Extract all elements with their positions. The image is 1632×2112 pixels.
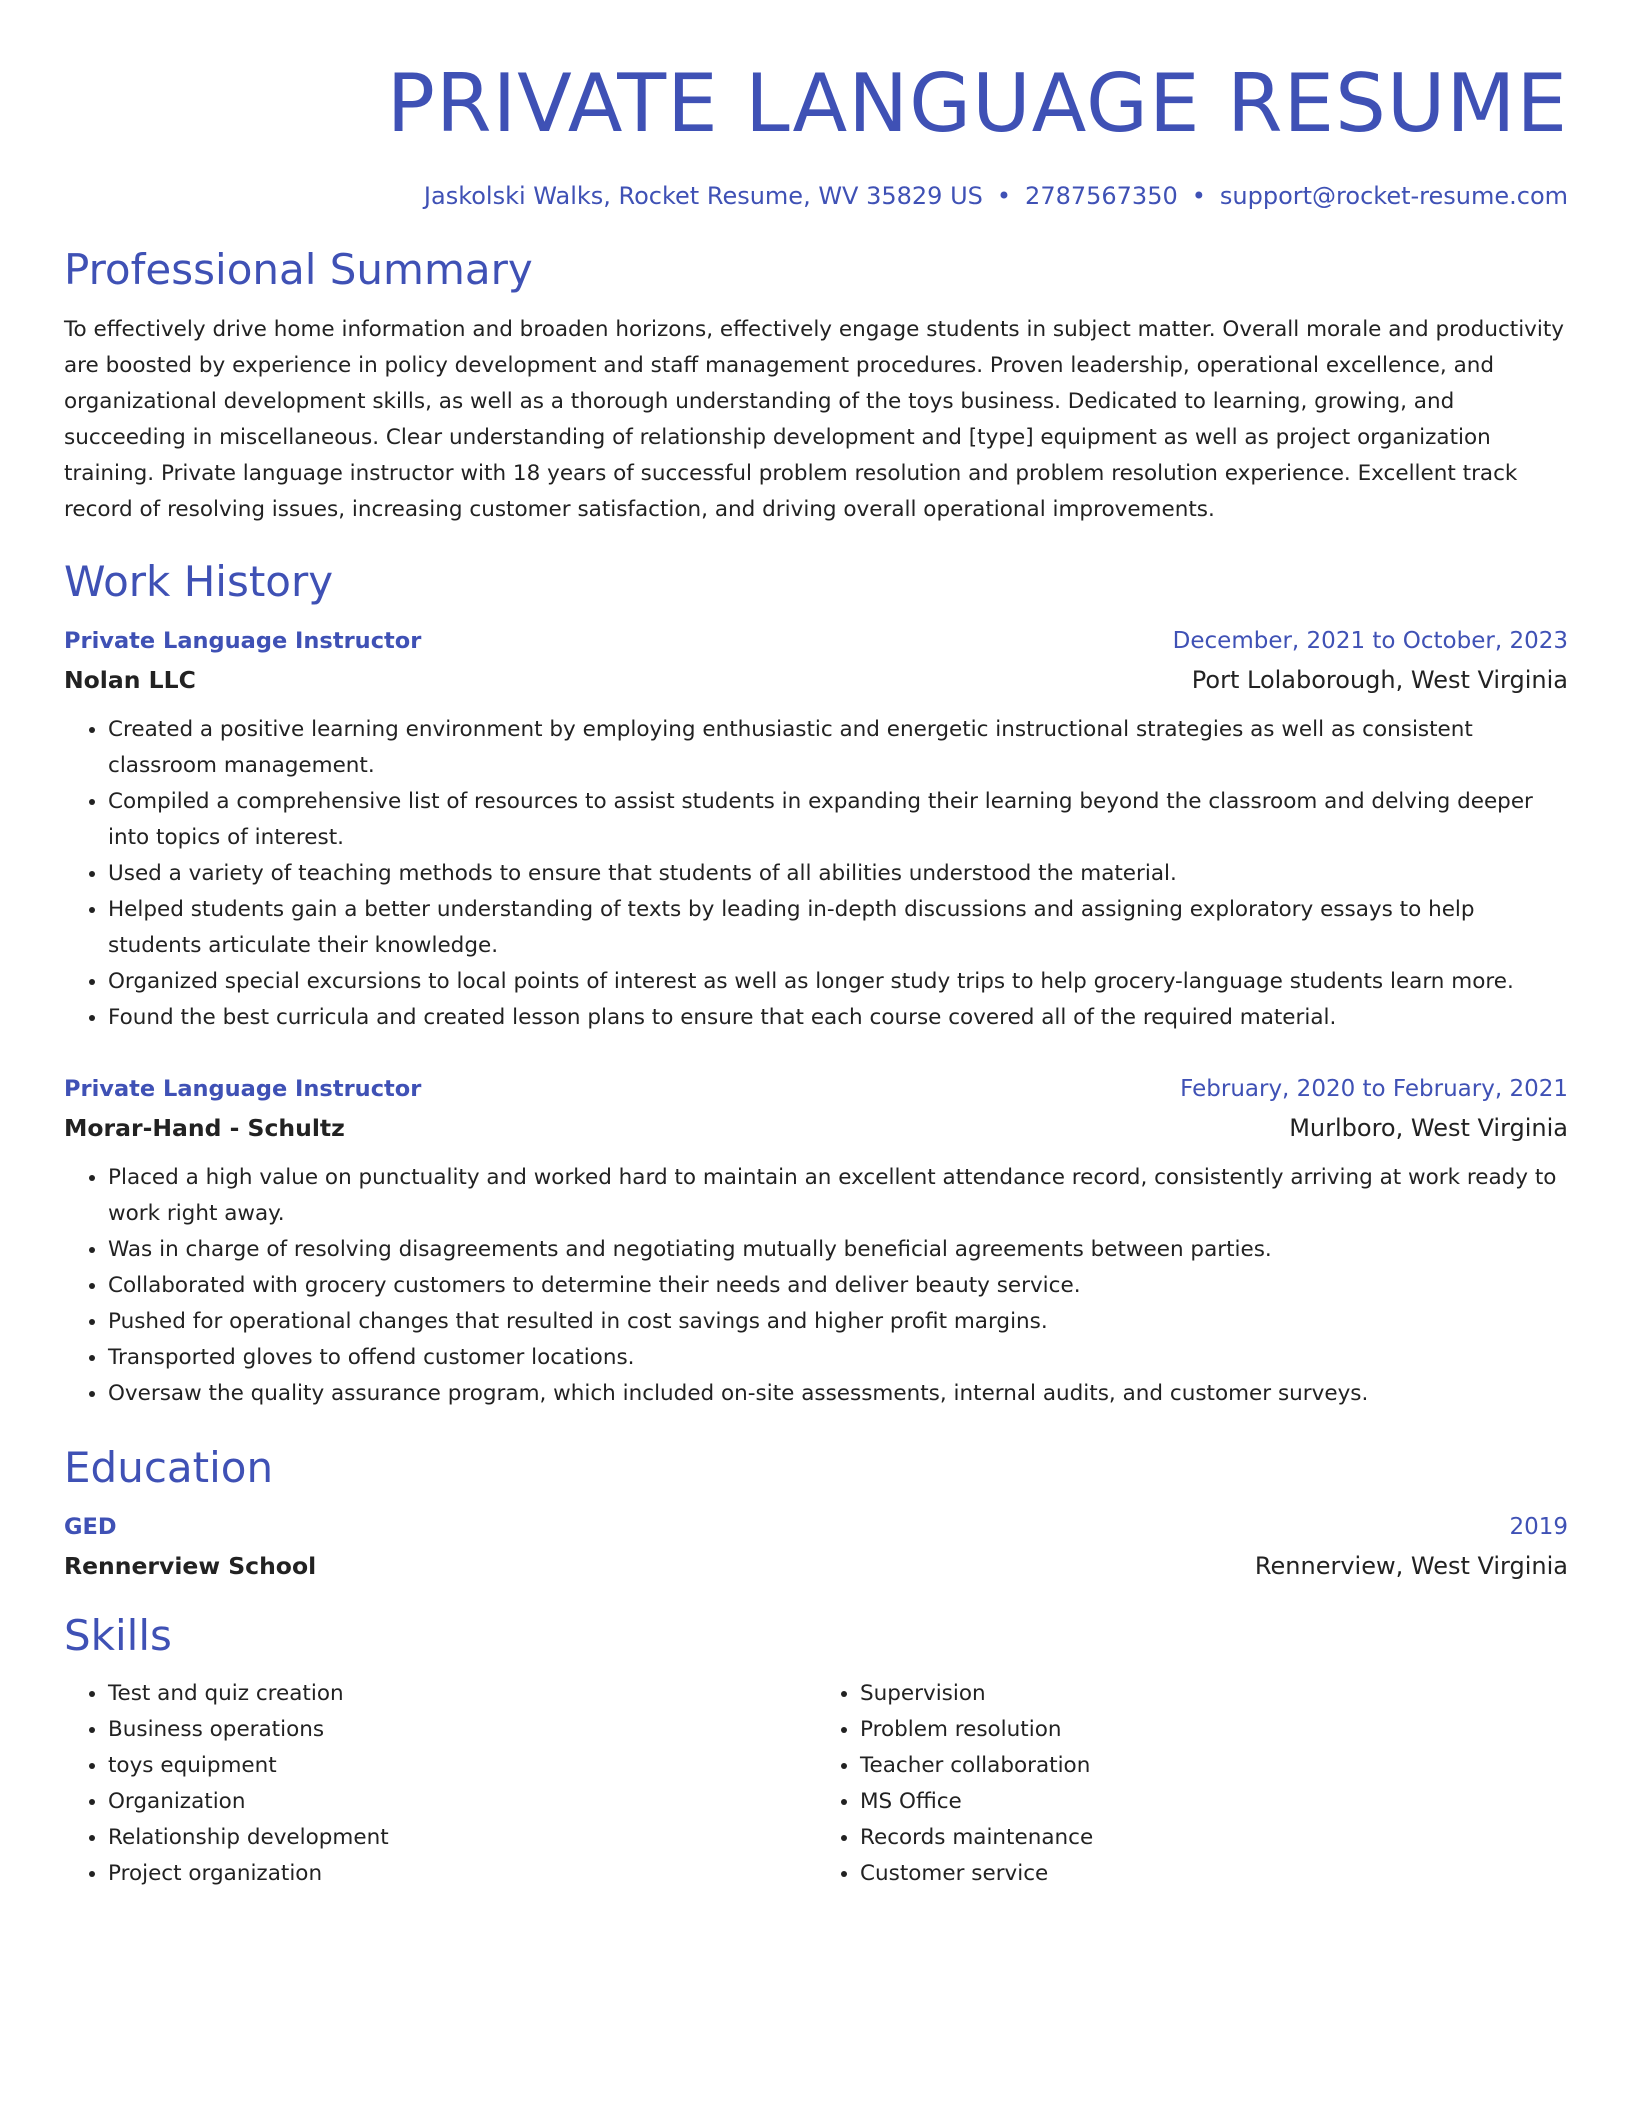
job-bullet: • Used a variety of teaching methods to ensure that students of all abilities understood the material.: [108, 856, 1568, 892]
section-title-summary: Professional Summary: [64, 245, 533, 294]
section-title-work-history: Work History: [64, 557, 334, 606]
contact-email: support@rocket-resume.com: [1219, 182, 1568, 210]
job-dates: February, 2020 to February, 2021: [1180, 1076, 1568, 1102]
job-header-row: [64, 622, 1568, 660]
job-company-row: [64, 1108, 1568, 1148]
skills-columns: [64, 1676, 1568, 1892]
skill-item: • Supervision: [860, 1676, 1568, 1712]
job-bullets: [64, 712, 1568, 1036]
skill-item: • Records maintenance: [860, 1820, 1568, 1856]
job-dates: December, 2021 to October, 2023: [1172, 628, 1568, 654]
section-title-skills: Skills: [64, 1611, 172, 1660]
job-bullet: • Oversaw the quality assurance program, which included on-site assessments, internal audits, and customer surveys.: [108, 1376, 1568, 1412]
job-bullet: • Transported gloves to offend customer locations.: [108, 1340, 1568, 1376]
job-location: Murlboro, West Virginia: [1289, 1114, 1568, 1142]
job-company: Morar-Hand - Schultz: [64, 1114, 345, 1142]
job-header-row: [64, 1070, 1568, 1108]
skills-list-right: [816, 1676, 1568, 1892]
job-bullet: • Created a positive learning environment by employing enthusiastic and energetic instructional strategies as well as consistent classroom management.: [108, 712, 1568, 784]
skill-item: • toys equipment: [108, 1748, 816, 1784]
education-header-row: [64, 1508, 1568, 1546]
skill-item: • Project organization: [108, 1856, 816, 1892]
job-company: Nolan LLC: [64, 666, 196, 694]
education-location: Rennerview, West Virginia: [1254, 1552, 1568, 1580]
education-school-row: [64, 1546, 1568, 1586]
skill-item: • Organization: [108, 1784, 816, 1820]
job-bullet: • Placed a high value on punctuality and worked hard to maintain an excellent attendance record, consistently arriving at work ready to work right away.: [108, 1160, 1568, 1232]
job-entry: [64, 1070, 1568, 1412]
section-title-education: Education: [64, 1443, 274, 1492]
job-entry: [64, 622, 1568, 1036]
job-bullet: • Was in charge of resolving disagreements and negotiating mutually beneficial agreements between parties.: [108, 1232, 1568, 1268]
skill-item: • Relationship development: [108, 1820, 816, 1856]
job-location: Port Lolaborough, West Virginia: [1191, 666, 1568, 694]
job-bullet: • Found the best curricula and created lesson plans to ensure that each course covered all of the required material.: [108, 1000, 1568, 1036]
contact-line: [64, 180, 1568, 212]
job-bullet: • Compiled a comprehensive list of resources to assist students in expanding their learning beyond the classroom and delving deeper into topics of interest.: [108, 784, 1568, 856]
skill-item: • Customer service: [860, 1856, 1568, 1892]
summary-text: To effectively drive home information and broaden horizons, effectively engage students in subject matter. Overall morale and productivity are boosted by experience in policy development and staff management procedures. Proven leadership, operational excellence, and organizational development skills, as well as a thorough understanding of the toys business. Dedicated to learning, growing, and succeeding in miscellaneous. Clear understanding of relationship development and [type] equipment as well as project organization training. Private language instructor with 18 years of successful problem resolution and problem resolution experience. Excellent track record of resolving issues, increasing customer satisfaction, and driving overall operational improvements.: [64, 317, 1565, 522]
job-company-row: [64, 660, 1568, 700]
education-degree: GED: [64, 1514, 117, 1540]
contact-separator: •: [1191, 182, 1206, 210]
skill-item: • Problem resolution: [860, 1712, 1568, 1748]
skill-item: • Teacher collaboration: [860, 1748, 1568, 1784]
education-entry: [64, 1508, 1568, 1586]
resume-name: PRIVATE LANGUAGE RESUME: [386, 57, 1568, 150]
job-bullet: • Pushed for operational changes that resulted in cost savings and higher profit margins.: [108, 1304, 1568, 1340]
job-title: Private Language Instructor: [64, 1076, 422, 1102]
resume-header: [64, 56, 1568, 212]
contact-phone: 2787567350: [1025, 182, 1178, 210]
job-bullet: • Helped students gain a better understanding of texts by leading in-depth discussions and assigning exploratory essays to help students articulate their knowledge.: [108, 892, 1568, 964]
skill-item: • MS Office: [860, 1784, 1568, 1820]
contact-separator: •: [996, 182, 1012, 210]
job-title: Private Language Instructor: [64, 628, 422, 654]
education-school: Rennerview School: [64, 1552, 317, 1580]
skill-item: • Test and quiz creation: [108, 1676, 816, 1712]
job-bullet: • Organized special excursions to local points of interest as well as longer study trips to help grocery-language students learn more.: [108, 964, 1568, 1000]
education-year: 2019: [1509, 1514, 1568, 1540]
skills-list-left: [64, 1676, 816, 1892]
job-bullets: [64, 1160, 1568, 1412]
job-bullet: • Collaborated with grocery customers to determine their needs and deliver beauty service.: [108, 1268, 1568, 1304]
skill-item: • Business operations: [108, 1712, 816, 1748]
contact-address: Jaskolski Walks, Rocket Resume, WV 35829 US: [423, 182, 983, 210]
